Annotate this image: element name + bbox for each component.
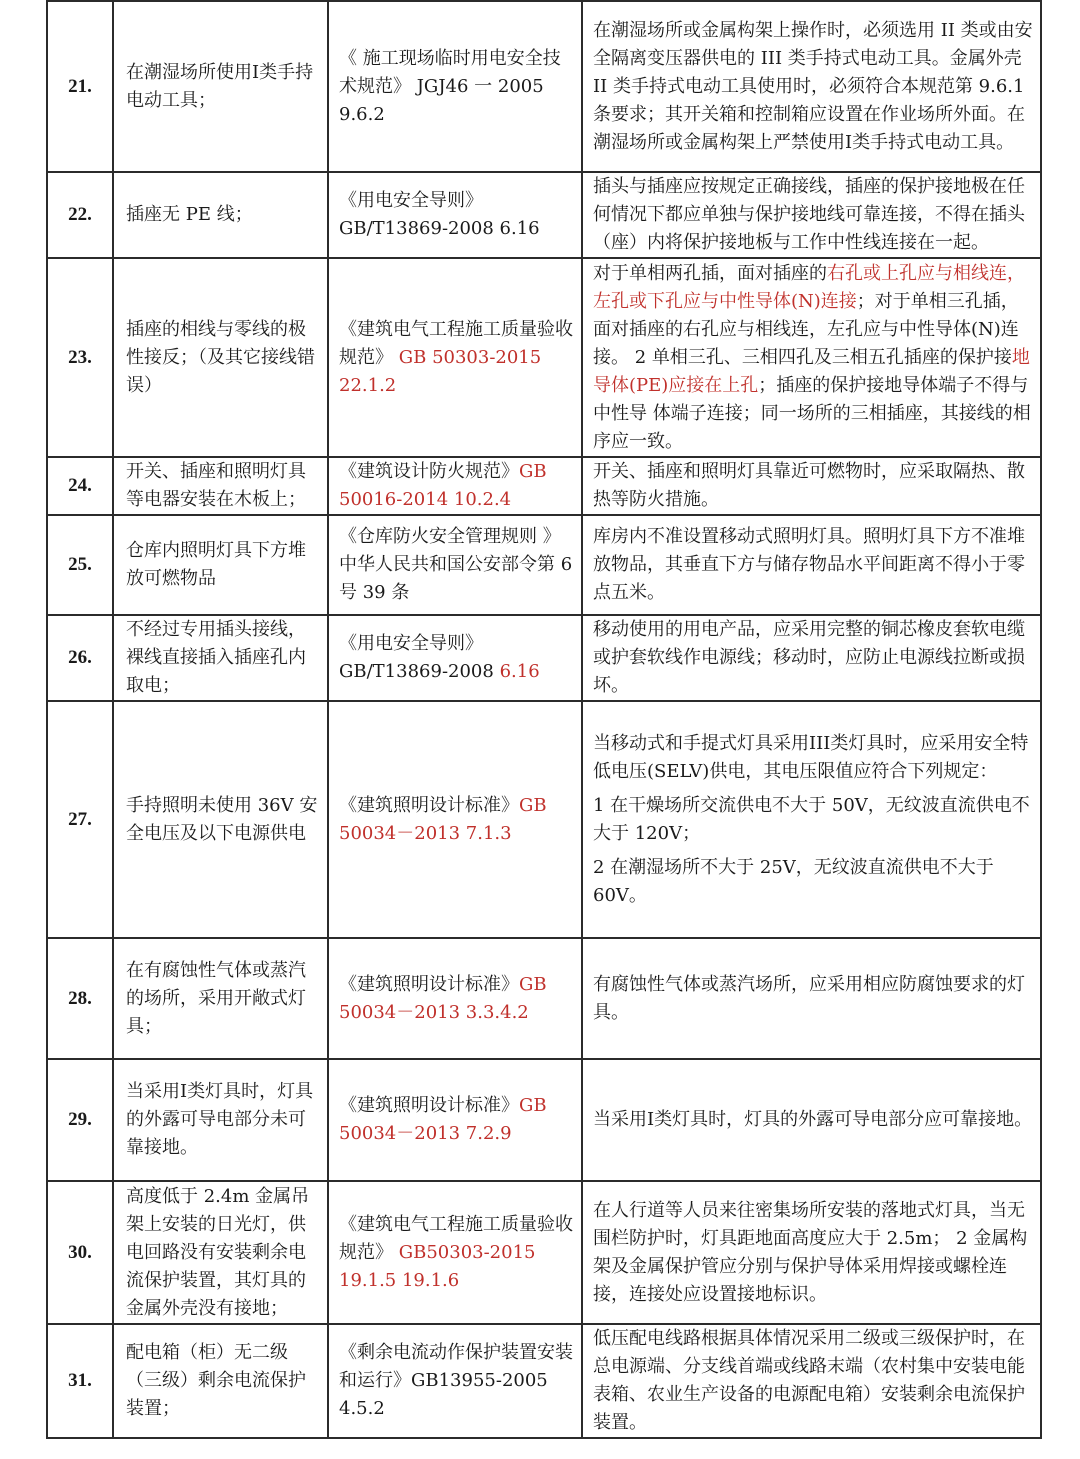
basis-text: 《用电安全导则》 GB/T13869-2008 6.16 — [339, 190, 540, 239]
table-row — [47, 172, 1041, 258]
row-number: 31. — [47, 1324, 113, 1438]
basis-text: 《建筑照明设计标准》 — [339, 794, 519, 816]
requirement-text: 有腐蚀性气体或蒸汽场所，应采用相应防腐蚀要求的灯具。 — [582, 938, 1041, 1059]
basis-text: 《建筑电气工程施工质量验收规范》 — [339, 1213, 573, 1263]
basis-code: GB50303-2015 19.1.5 19.1.6 — [339, 1241, 536, 1291]
basis-text: 《建筑电气工程施工质量验收规范》 — [339, 318, 573, 368]
basis-code: GB 50016-2014 10.2.4 — [339, 461, 547, 510]
basis-text: 《建筑照明设计标准》 — [339, 1095, 519, 1116]
row-number: 30. — [47, 1181, 113, 1324]
basis-text: 《用电安全导则》 GB/T13869-2008 — [339, 633, 494, 682]
table-row — [47, 515, 1041, 615]
regulation-basis — [328, 1324, 582, 1438]
table-row — [47, 258, 1041, 457]
table-row — [47, 615, 1041, 701]
hazard-description: 在潮湿场所使用Ⅰ类手持电动工具； — [113, 1, 328, 172]
regulation-basis — [328, 457, 582, 515]
basis-text: 《剩余电流动作保护装置安装和运行》GB13955-2005 4.5.2 — [339, 1342, 573, 1419]
basis-text: 《 施工现场临时用电安全技术规范》 JGJ46 一 2005 9.6.2 — [339, 47, 561, 125]
requirement-text: 在潮湿场所或金属构架上操作时，必须选用 II 类或由安全隔离变压器供电的 III 类手持式电动工具。金属外壳 II 类手持式电动工具使用时，必须符合本规范第 9.6.1 条要求；其开关箱和控制箱应设置在作业场所外面。在潮湿场所或金属构架上严禁使用Ⅰ类手持式电动工具。 — [582, 1, 1041, 172]
requirement-highlight: 右孔或上孔应与相线连，左孔或下孔应与中性导体(N)连接 — [593, 262, 1025, 312]
requirement-text: 低压配电线路根据具体情况采用二级或三级保护时，在总电源端、分支线首端或线路末端（农村集中安装电能表箱、农业生产设备的电源配电箱）安装剩余电流保护装置。 — [582, 1324, 1041, 1438]
hazard-description: 开关、插座和照明灯具等电器安装在木板上； — [113, 457, 328, 515]
requirement-text — [582, 701, 1041, 938]
table-row — [47, 1, 1041, 172]
basis-code: GB 50034－2013 7.1.3 — [339, 794, 547, 844]
basis-code: GB 50303-2015 22.1.2 — [339, 346, 542, 396]
requirement-part: 1 在干燥场所交流供电不大于 50V，无纹波直流供电不大于 120V； — [593, 794, 1030, 844]
regulation-basis — [328, 1181, 582, 1324]
table-row — [47, 1324, 1041, 1438]
row-number: 24. — [47, 457, 113, 515]
hazard-description: 不经过专用插头接线，裸线直接插入插座孔内取电； — [113, 615, 328, 701]
hazard-description: 高度低于 2.4m 金属吊架上安装的日光灯，供电回路没有安装剩余电流保护装置，其灯具的金属外壳没有接地； — [113, 1181, 328, 1324]
requirement-part: 当移动式和手提式灯具采用III类灯具时，应采用安全特低电压(SELV)供电，其电压限值应符合下列规定： — [593, 732, 1029, 782]
basis-code: GB 50034－2013 3.3.4.2 — [339, 973, 547, 1023]
requirement-text: 开关、插座和照明灯具靠近可燃物时，应采取隔热、散热等防火措施。 — [582, 457, 1041, 515]
electrical-hazard-table — [46, 0, 1042, 1439]
table-row — [47, 1181, 1041, 1324]
hazard-description: 配电箱（柜）无二级（三级）剩余电流保护装置； — [113, 1324, 328, 1438]
requirement-text: 库房内不准设置移动式照明灯具。照明灯具下方不准堆放物品，其垂直下方与储存物品水平间距离不得小于零点五米。 — [582, 515, 1041, 615]
requirement-text: 当采用Ⅰ类灯具时，灯具的外露可导电部分应可靠接地。 — [582, 1059, 1041, 1181]
basis-text: 《仓库防火安全管理规则 》中华人民共和国公安部令第 6 号 39 条 — [339, 526, 573, 603]
basis-text: 《建筑照明设计标准》 — [339, 973, 519, 995]
regulation-table-container — [46, 0, 1040, 1439]
regulation-basis — [328, 938, 582, 1059]
table-row — [47, 701, 1041, 938]
hazard-description: 仓库内照明灯具下方堆放可燃物品 — [113, 515, 328, 615]
requirement-text: 移动使用的用电产品，应采用完整的铜芯橡皮套软电缆或护套软线作电源线；移动时，应防止电源线拉断或损坏。 — [582, 615, 1041, 701]
row-number: 28. — [47, 938, 113, 1059]
requirement-text: 在人行道等人员来往密集场所安装的落地式灯具，当无围栏防护时，灯具距地面高度应大于 2.5m； 2 金属构架及金属保护管应分别与保护导体采用焊接或螺栓连接，连接处应设置接地标识。 — [582, 1181, 1041, 1324]
row-number: 23. — [47, 258, 113, 457]
row-number: 22. — [47, 172, 113, 258]
regulation-basis — [328, 1059, 582, 1181]
regulation-basis — [328, 1, 582, 172]
basis-code: GB 50034－2013 7.2.9 — [339, 1095, 547, 1144]
requirement-text — [582, 258, 1041, 457]
row-number: 26. — [47, 615, 113, 701]
basis-code: 6.16 — [499, 661, 540, 682]
regulation-basis — [328, 701, 582, 938]
row-number: 27. — [47, 701, 113, 938]
regulation-basis — [328, 172, 582, 258]
basis-text: 《建筑设计防火规范》 — [339, 461, 519, 482]
table-row — [47, 938, 1041, 1059]
requirement-part: 2 在潮湿场所不大于 25V，无纹波直流供电不大于 60V。 — [593, 856, 994, 906]
hazard-description: 在有腐蚀性气体或蒸汽的场所，采用开敞式灯具； — [113, 938, 328, 1059]
hazard-description: 插座无 PE 线； — [113, 172, 328, 258]
requirement-text: 插头与插座应按规定正确接线，插座的保护接地极在任何情况下都应单独与保护接地线可靠连接，不得在插头（座）内将保护接地板与工作中性线连接在一起。 — [582, 172, 1041, 258]
requirement-part: ；对于单相三孔插，面对插座的右孔应与相线连，左孔应与中性导体(N)连接。 2 单相三孔、三相四孔及三相五孔插座的保护接 — [593, 290, 1019, 368]
regulation-basis — [328, 515, 582, 615]
row-number: 21. — [47, 1, 113, 172]
hazard-description: 插座的相线与零线的极性接反；（及其它接线错误） — [113, 258, 328, 457]
requirement-part: ；插座的保护接地导体端子不得与中性导 体端子连接；同一场所的三相插座，其接线的相序应一致。 — [593, 374, 1031, 452]
regulation-basis — [328, 615, 582, 701]
requirement-highlight: 地导体(PE)应接在上孔 — [593, 346, 1030, 396]
requirement-part: 对于单相两孔插，面对插座的 — [593, 262, 827, 284]
table-row — [47, 457, 1041, 515]
row-number: 29. — [47, 1059, 113, 1181]
hazard-description: 手持照明未使用 36V 安全电压及以下电源供电 — [113, 701, 328, 938]
regulation-basis — [328, 258, 582, 457]
table-row — [47, 1059, 1041, 1181]
row-number: 25. — [47, 515, 113, 615]
hazard-description: 当采用Ⅰ类灯具时，灯具的外露可导电部分未可靠接地。 — [113, 1059, 328, 1181]
